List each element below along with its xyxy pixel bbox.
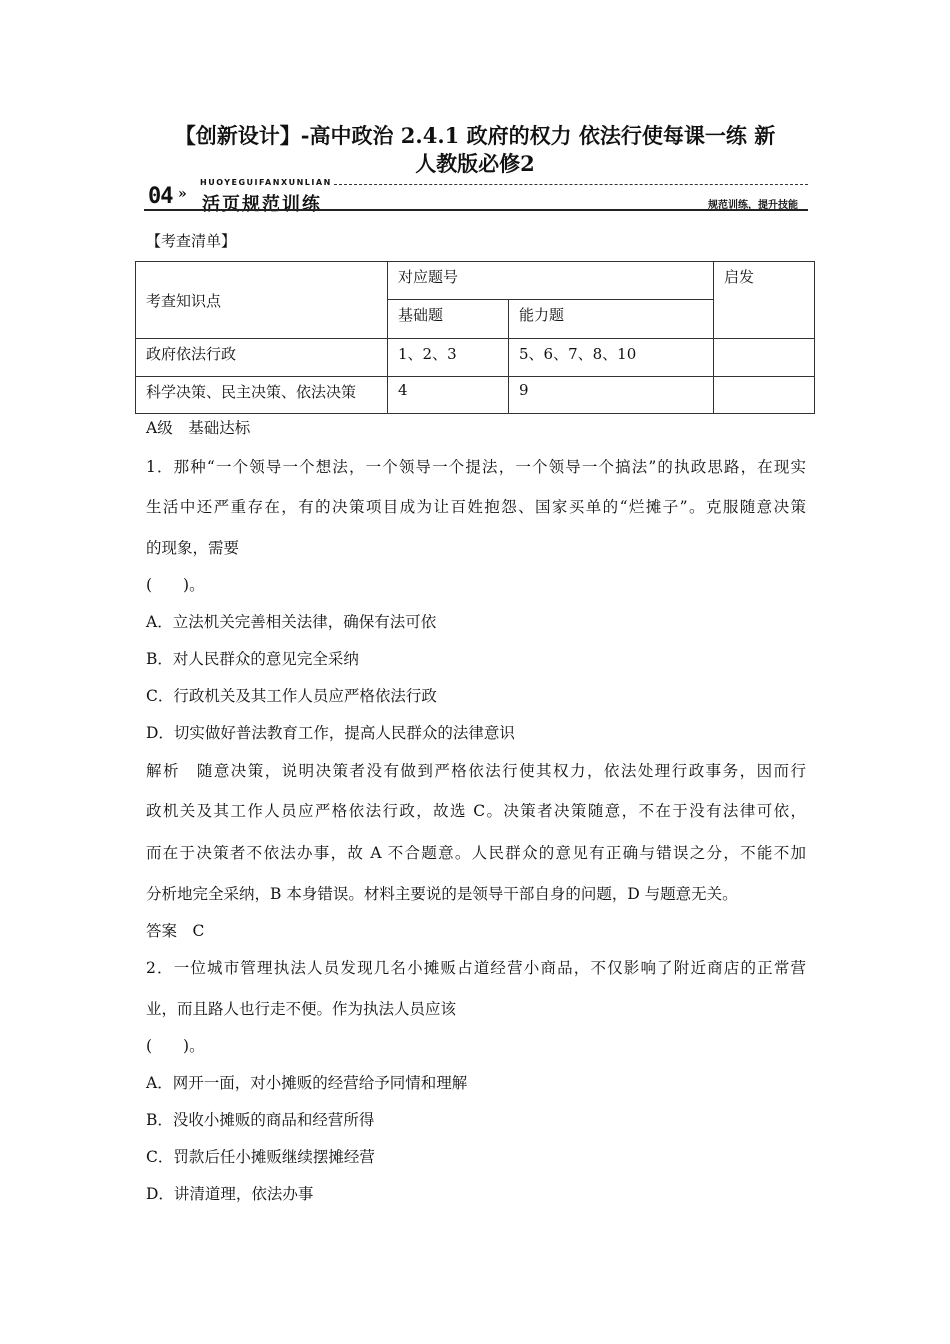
q1-answer: 答案 C xyxy=(146,922,205,940)
document-title xyxy=(120,122,830,178)
checklist-table xyxy=(135,261,815,414)
q1-option-b: B．对人民群众的意见完全采纳 xyxy=(146,650,359,668)
header-knowledge: 考查知识点 xyxy=(136,262,388,339)
header-basic: 基础题 xyxy=(388,300,509,339)
header-hint: 启发 xyxy=(714,262,815,339)
q1-analysis-line-2: 政机关及其工作人员应严格依法行政，故选 C。决策者决策随意，不在于没有法律可依， xyxy=(146,802,806,820)
q2-answer-blank: ( )。 xyxy=(146,1037,205,1055)
dashed-divider xyxy=(334,184,808,185)
q1-stem-line-3: 的现象，需要 xyxy=(146,539,240,557)
level-heading: A级 基础达标 xyxy=(146,419,251,437)
title-line-2: 人教版必修2 xyxy=(415,151,535,176)
q1-analysis-line-3: 而在于决策者不依法办事，故 A 不合题意。人民群众的意见有正确与错误之分，不能不加 xyxy=(146,844,806,862)
banner-pinyin: HUOYEGUIFANXUNLIAN xyxy=(200,178,332,187)
row-basic: 4 xyxy=(388,377,509,414)
q1-stem-line-2: 生活中还严重存在，有的决策项目成为让百姓抱怨、国家买单的“烂摊子”。克服随意决策 xyxy=(146,498,806,516)
row-ability: 9 xyxy=(509,377,714,414)
banner-heading: 活页规范训练 xyxy=(202,194,322,215)
banner-slogan: 规范训练，提升技能 xyxy=(708,200,798,211)
q1-answer-blank: ( )。 xyxy=(146,576,205,594)
row-ability: 5、6、7、8、10 xyxy=(509,339,714,377)
banner-number: 04 xyxy=(148,184,173,209)
table-row xyxy=(136,339,815,377)
q2-option-b: B．没收小摊贩的商品和经营所得 xyxy=(146,1111,375,1129)
header-ability: 能力题 xyxy=(509,300,714,339)
q2-stem-line-2: 业，而且路人也行走不便。作为执法人员应该 xyxy=(146,1000,457,1018)
chevron-icon: » xyxy=(178,186,187,202)
row-point: 科学决策、民主决策、依法决策 xyxy=(136,377,388,414)
q1-analysis-line-1: 解析 随意决策，说明决策者没有做到严格依法行使其权力，依法处理行政事务，因而行 xyxy=(146,762,806,780)
q2-option-d: D．讲清道理，依法办事 xyxy=(146,1185,314,1203)
header-question-no: 对应题号 xyxy=(388,262,714,300)
q1-analysis-line-4: 分析地完全采纳，B 本身错误。材料主要说的是领导干部自身的问题，D 与题意无关。 xyxy=(146,885,738,903)
table-row xyxy=(136,377,815,414)
row-hint xyxy=(714,339,815,377)
q1-option-c: C．行政机关及其工作人员应严格依法行政 xyxy=(146,687,437,705)
checklist-label: 【考查清单】 xyxy=(146,232,237,250)
title-line-1: 【创新设计】-高中政治 2.4.1 政府的权力 依法行使每课一练 新 xyxy=(174,123,776,148)
banner-rule xyxy=(144,209,808,211)
section-banner xyxy=(144,176,808,216)
row-hint xyxy=(714,377,815,414)
q2-option-c: C．罚款后任小摊贩继续摆摊经营 xyxy=(146,1148,375,1166)
q2-option-a: A．网开一面，对小摊贩的经营给予同情和理解 xyxy=(146,1074,468,1092)
q1-stem-line-1: 1．那种“一个领导一个想法，一个领导一个提法，一个领导一个搞法”的执政思路，在现实 xyxy=(146,458,806,476)
row-basic: 1、2、3 xyxy=(388,339,509,377)
q1-option-a: A．立法机关完善相关法律，确保有法可依 xyxy=(146,613,437,631)
row-point: 政府依法行政 xyxy=(136,339,388,377)
q1-option-d: D．切实做好普法教育工作，提高人民群众的法律意识 xyxy=(146,724,515,742)
q2-stem-line-1: 2．一位城市管理执法人员发现几名小摊贩占道经营小商品，不仅影响了附近商店的正常营 xyxy=(146,959,806,977)
